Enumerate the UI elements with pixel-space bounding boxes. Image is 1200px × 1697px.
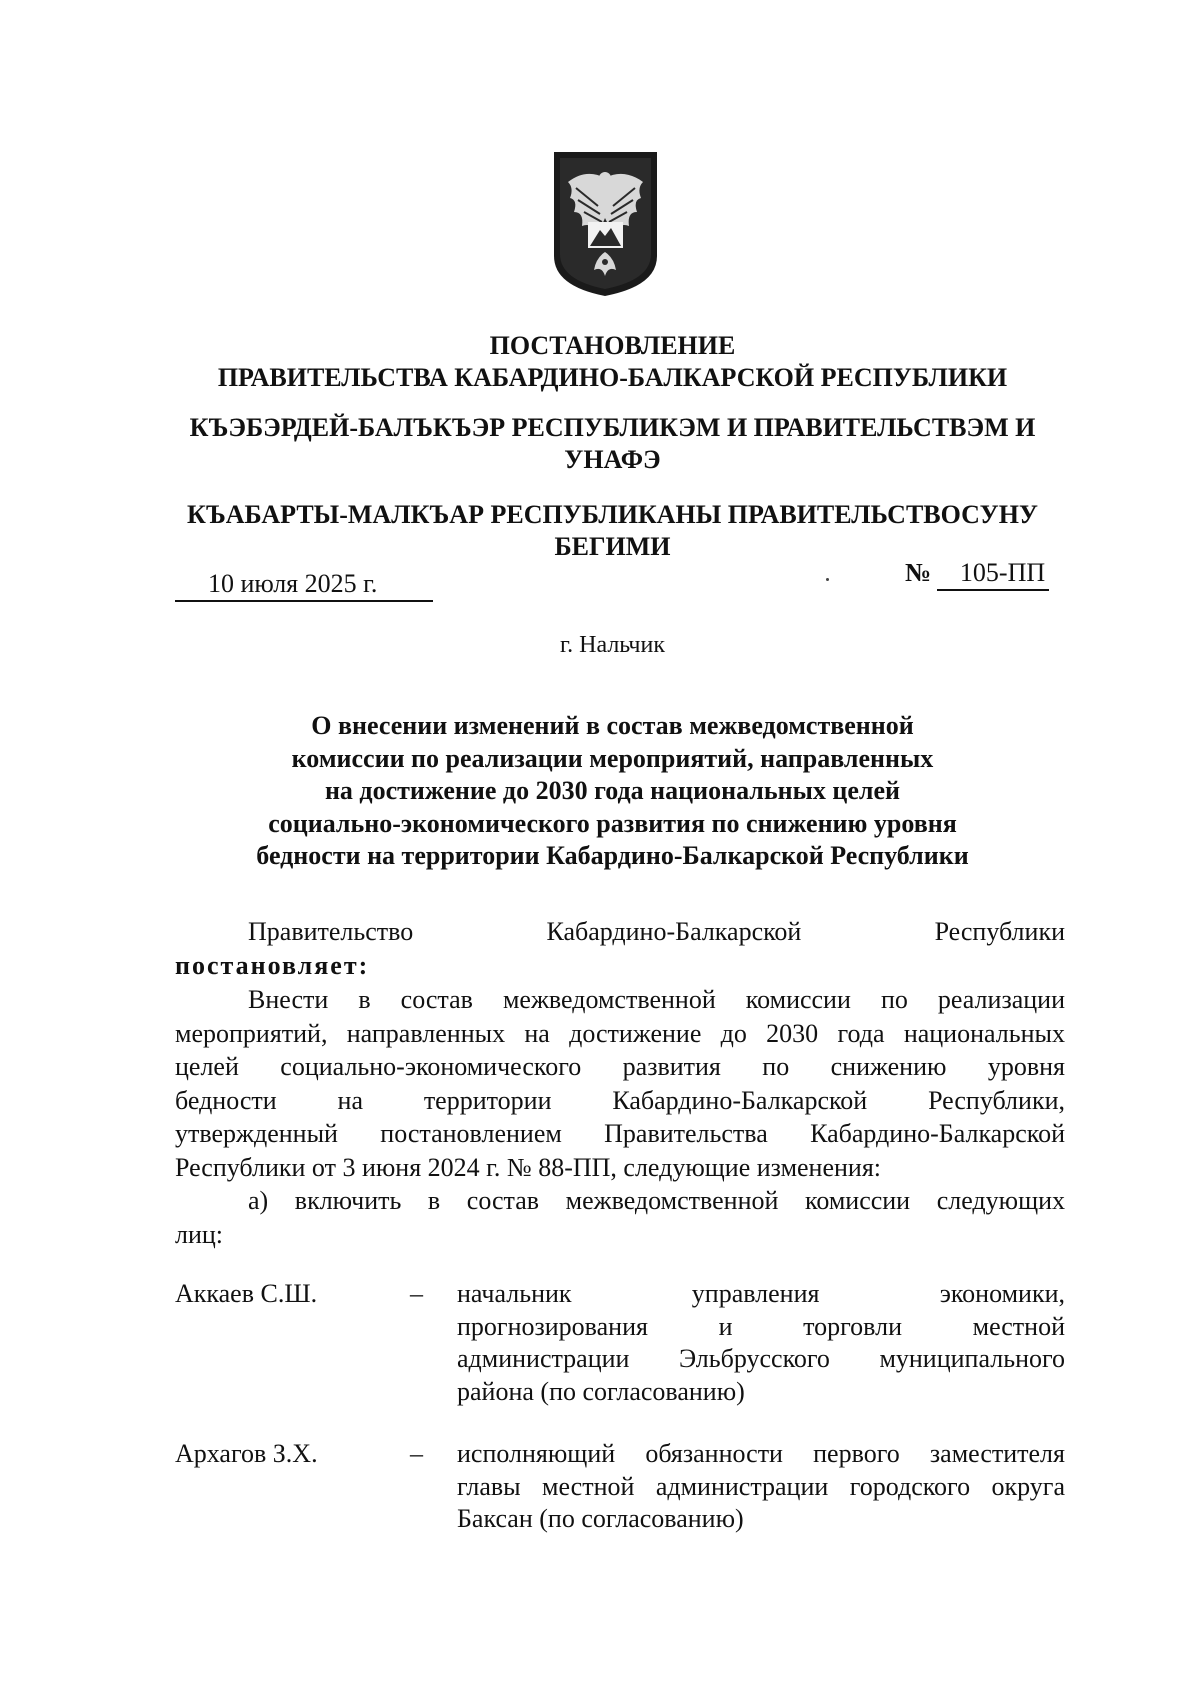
title-line: бедности на территории Кабардино-Балкарской Республики bbox=[256, 841, 969, 870]
header-ru-line2: ПРАВИТЕЛЬСТВА КАБАРДИНО-БАЛКАРСКОЙ РЕСПУБЛИКИ bbox=[217, 363, 1008, 392]
member-name: Аккаев С.Ш. bbox=[175, 1279, 318, 1308]
paragraph-line: мероприятий, направленных на достижение до 2030 года национальных bbox=[175, 1018, 1065, 1048]
coat-of-arms-emblem bbox=[548, 148, 663, 298]
member-entry bbox=[175, 1438, 1065, 1538]
member-dash: – bbox=[410, 1439, 423, 1468]
number-value: 105-ПП bbox=[937, 557, 1049, 591]
paragraph-line: бедности на территории Кабардино-Балкарской Республики, bbox=[175, 1085, 1065, 1115]
paragraph-line: целей социально-экономического развития по снижению уровня bbox=[175, 1052, 1065, 1081]
preamble bbox=[175, 915, 1065, 982]
member-description bbox=[457, 1278, 1065, 1408]
member-description bbox=[457, 1438, 1065, 1536]
header-russian bbox=[160, 330, 1065, 394]
header-bal-line2: БЕГИМИ bbox=[554, 532, 671, 561]
description-line: администрации Эльбрусского муниципального bbox=[457, 1344, 1065, 1373]
city: г. Нальчик bbox=[560, 632, 665, 658]
document-date: 10 июля 2025 г. bbox=[175, 568, 433, 602]
description-line: прогнозирования и торговли местной bbox=[457, 1311, 1065, 1341]
paragraph-line: лиц: bbox=[175, 1219, 224, 1249]
header-kabardian bbox=[160, 412, 1065, 476]
description-line: Баксан (по согласованию) bbox=[457, 1504, 744, 1533]
document-number bbox=[905, 557, 1065, 591]
header-ru-line1: ПОСТАНОВЛЕНИЕ bbox=[489, 331, 736, 360]
government-line bbox=[175, 915, 1065, 949]
member-entry bbox=[175, 1278, 1065, 1413]
header-kab-line2: УНАФЭ bbox=[564, 445, 661, 474]
title-line: социально-экономического развития по снижению уровня bbox=[268, 808, 957, 838]
description-line: главы местной администрации городского округа bbox=[457, 1471, 1065, 1501]
gov-word: Правительство bbox=[248, 917, 414, 946]
paragraph-line: а) включить в состав межведомственной комиссии следующих bbox=[248, 1186, 1065, 1215]
title-line: на достижение до 2030 года национальных целей bbox=[324, 776, 901, 805]
title-line: О внесении изменений в состав межведомственной bbox=[311, 711, 914, 740]
description-line: начальник управления экономики, bbox=[457, 1279, 1065, 1308]
description-line: исполняющий обязанности первого заместителя bbox=[457, 1439, 1065, 1468]
gov-word: Республики bbox=[934, 917, 1065, 946]
scan-speck bbox=[826, 578, 829, 581]
number-sign: № bbox=[905, 558, 932, 587]
member-name: Архагов З.Х. bbox=[175, 1439, 318, 1468]
member-dash: – bbox=[410, 1279, 423, 1308]
header-balkar bbox=[160, 499, 1065, 563]
document-title bbox=[160, 710, 1065, 873]
paragraph-line: Республики от 3 июня 2024 г. № 88-ПП, следующие изменения: bbox=[175, 1152, 882, 1182]
decrees-word: постановляет: bbox=[175, 950, 370, 980]
header-bal-line1: КЪАБАРТЫ-МАЛКЪАР РЕСПУБЛИКАНЫ ПРАВИТЕЛЬСТВОСУНУ bbox=[187, 500, 1038, 529]
paragraph-1 bbox=[175, 983, 1065, 1251]
paragraph-line: Внести в состав межведомственной комиссии по реализации bbox=[248, 985, 1065, 1014]
paragraph-line: утвержденный постановлением Правительства Кабардино-Балкарской bbox=[175, 1119, 1065, 1148]
description-line: района (по согласованию) bbox=[457, 1376, 745, 1406]
gov-word: Кабардино-Балкарской bbox=[546, 917, 802, 946]
header-kab-line1: КЪЭБЭРДЕЙ-БАЛЪКЪЭР РЕСПУБЛИКЭМ И ПРАВИТЕЛЬСТВЭМ И bbox=[189, 413, 1036, 442]
title-line: комиссии по реализации мероприятий, направленных bbox=[291, 743, 934, 773]
